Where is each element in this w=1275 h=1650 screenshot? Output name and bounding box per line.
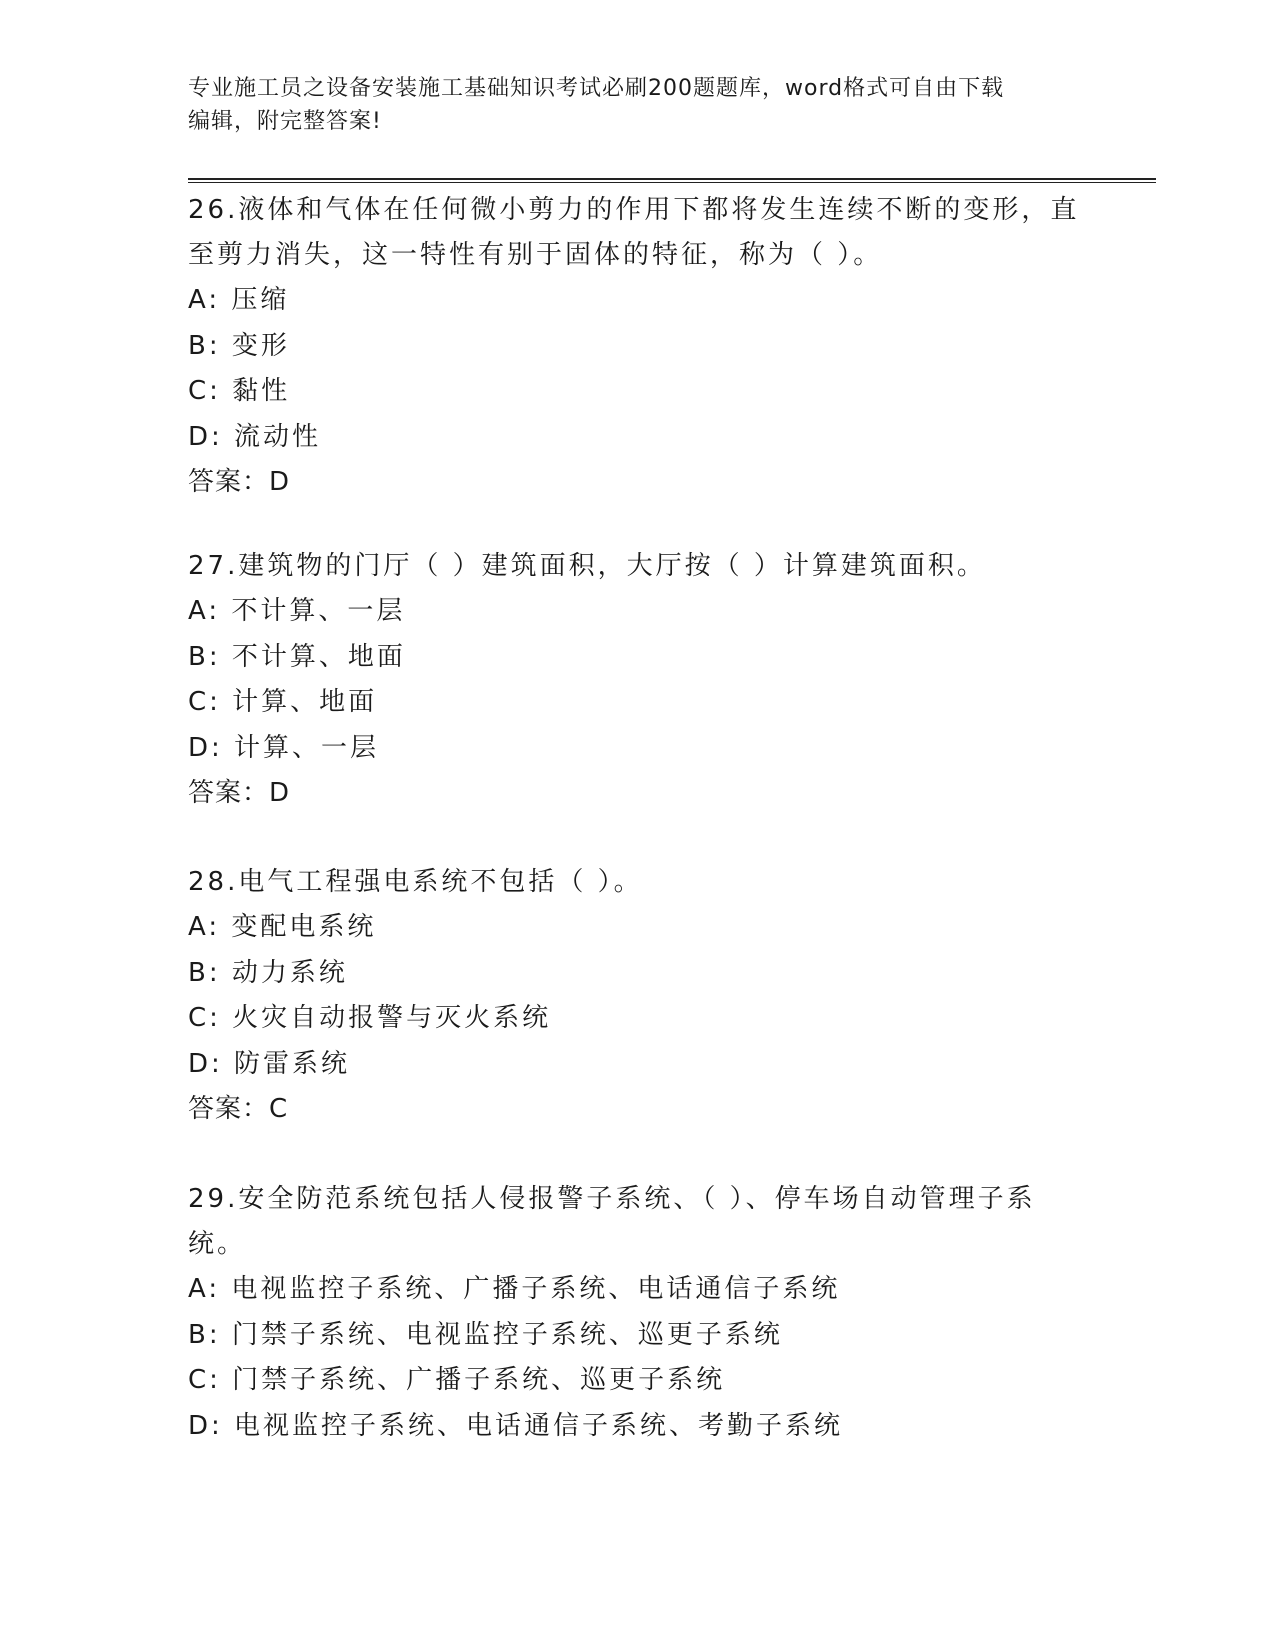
answer: 答案：D (188, 778, 291, 808)
option-c: C: 门禁子系统、广播子系统、巡更子系统 (188, 1365, 726, 1395)
option-d: D: 电视监控子系统、电话通信子系统、考勤子系统 (188, 1410, 844, 1441)
option-b: B: 门禁子系统、电视监控子系统、巡更子系统 (188, 1319, 783, 1350)
option-b: B: 动力系统 (188, 957, 348, 988)
option-a: A: 压缩 (188, 285, 290, 315)
question-29 (188, 1177, 1088, 1449)
document-header: 专业施工员之设备安装施工基础知识考试必刷200题题库，word格式可自由下载 编辑，附完整答案! (188, 76, 1005, 134)
option-b: B: 不计算、地面 (188, 641, 406, 672)
question-stem: 28.电气工程强电系统不包括（ ）。 (188, 867, 643, 897)
option-c: C: 火灾自动报警与灭火系统 (188, 1003, 552, 1033)
question-26 (188, 188, 1088, 506)
question-stem: 27.建筑物的门厅（ ）建筑面积，大厅按（ ）计算建筑面积。 (188, 551, 986, 581)
question-27 (188, 544, 1088, 817)
option-a: A: 不计算、一层 (188, 596, 406, 626)
answer: 答案：C (188, 1094, 289, 1124)
option-d: D: 流动性 (188, 421, 322, 452)
option-a: A: 电视监控子系统、广播子系统、电话通信子系统 (188, 1274, 841, 1304)
option-b: B: 变形 (188, 330, 290, 361)
option-d: D: 防雷系统 (188, 1048, 351, 1079)
option-a: A: 变配电系统 (188, 912, 377, 942)
option-c: C: 计算、地面 (188, 687, 378, 717)
question-stem: 26.液体和气体在任何微小剪力的作用下都将发生连续不断的变形，直 至剪力消失，这一特性有别于固体的特征，称为（ ）。 (188, 195, 1080, 270)
header-divider (188, 178, 1156, 183)
option-d: D: 计算、一层 (188, 732, 380, 763)
option-c: C: 黏性 (188, 376, 291, 406)
question-28 (188, 860, 1088, 1133)
answer: 答案：D (188, 467, 291, 497)
question-stem: 29.安全防范系统包括人侵报警子系统、（ ）、停车场自动管理子系 统。 (188, 1184, 1036, 1259)
